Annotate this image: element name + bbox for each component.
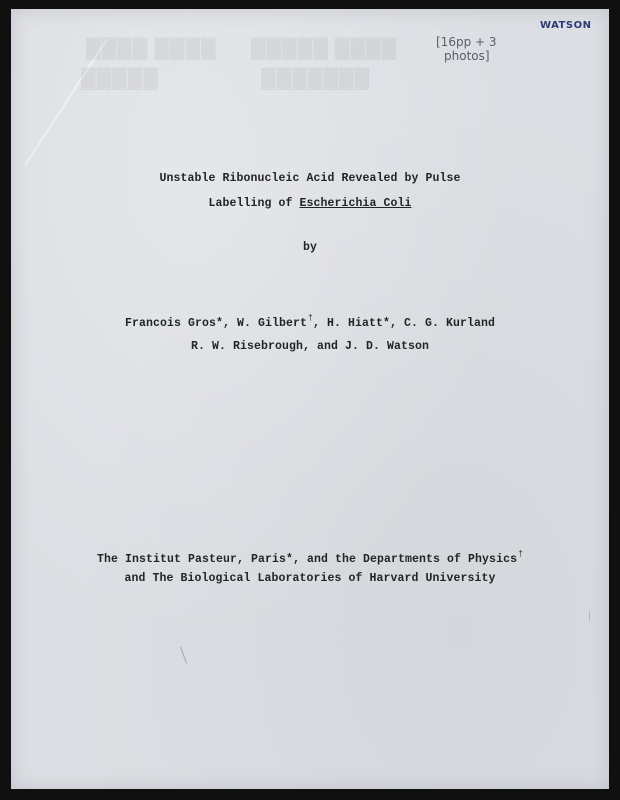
- show-through-text: ▓▓▓▓▓: [81, 67, 159, 89]
- title-prefix: Labelling of: [208, 197, 300, 210]
- document-title-line1: Unstable Ribonucleic Acid Revealed by Pulse: [159, 172, 461, 185]
- paper-mark: [180, 646, 187, 663]
- title-species: Escherichia Coli: [299, 197, 412, 210]
- handwritten-note-line2: photos]: [444, 49, 490, 63]
- paper-mark: [589, 611, 590, 621]
- handwritten-note: [436, 35, 526, 63]
- institution-text: The Institut Pasteur, Paris*, and the Departments of Physics: [97, 553, 518, 566]
- archive-label: WATSON: [540, 20, 592, 31]
- authors-line2: R. W. Risebrough, and J. D. Watson: [190, 340, 430, 353]
- document-title-line2: [0, 197, 620, 210]
- authors-line1: [0, 314, 620, 330]
- footnote-mark: †: [518, 550, 523, 559]
- handwritten-note-line1: [16pp + 3: [436, 35, 497, 49]
- show-through-text: ▓▓▓▓▓▓▓: [261, 67, 371, 89]
- institution-line1: [0, 550, 620, 566]
- footnote-mark: †: [308, 314, 313, 323]
- authors-part1: Francois Gros*, W. Gilbert: [125, 317, 308, 330]
- document-page: [11, 9, 609, 789]
- show-through-text: ▓▓▓▓ ▓▓▓▓: [86, 37, 217, 59]
- authors-part2: , H. Hiatt*, C. G. Kurland: [312, 317, 495, 330]
- show-through-text: ▓▓▓▓▓ ▓▓▓▓: [251, 37, 398, 59]
- institution-line2: and The Biological Laboratories of Harvard University: [124, 572, 496, 585]
- by-line: by: [302, 241, 317, 254]
